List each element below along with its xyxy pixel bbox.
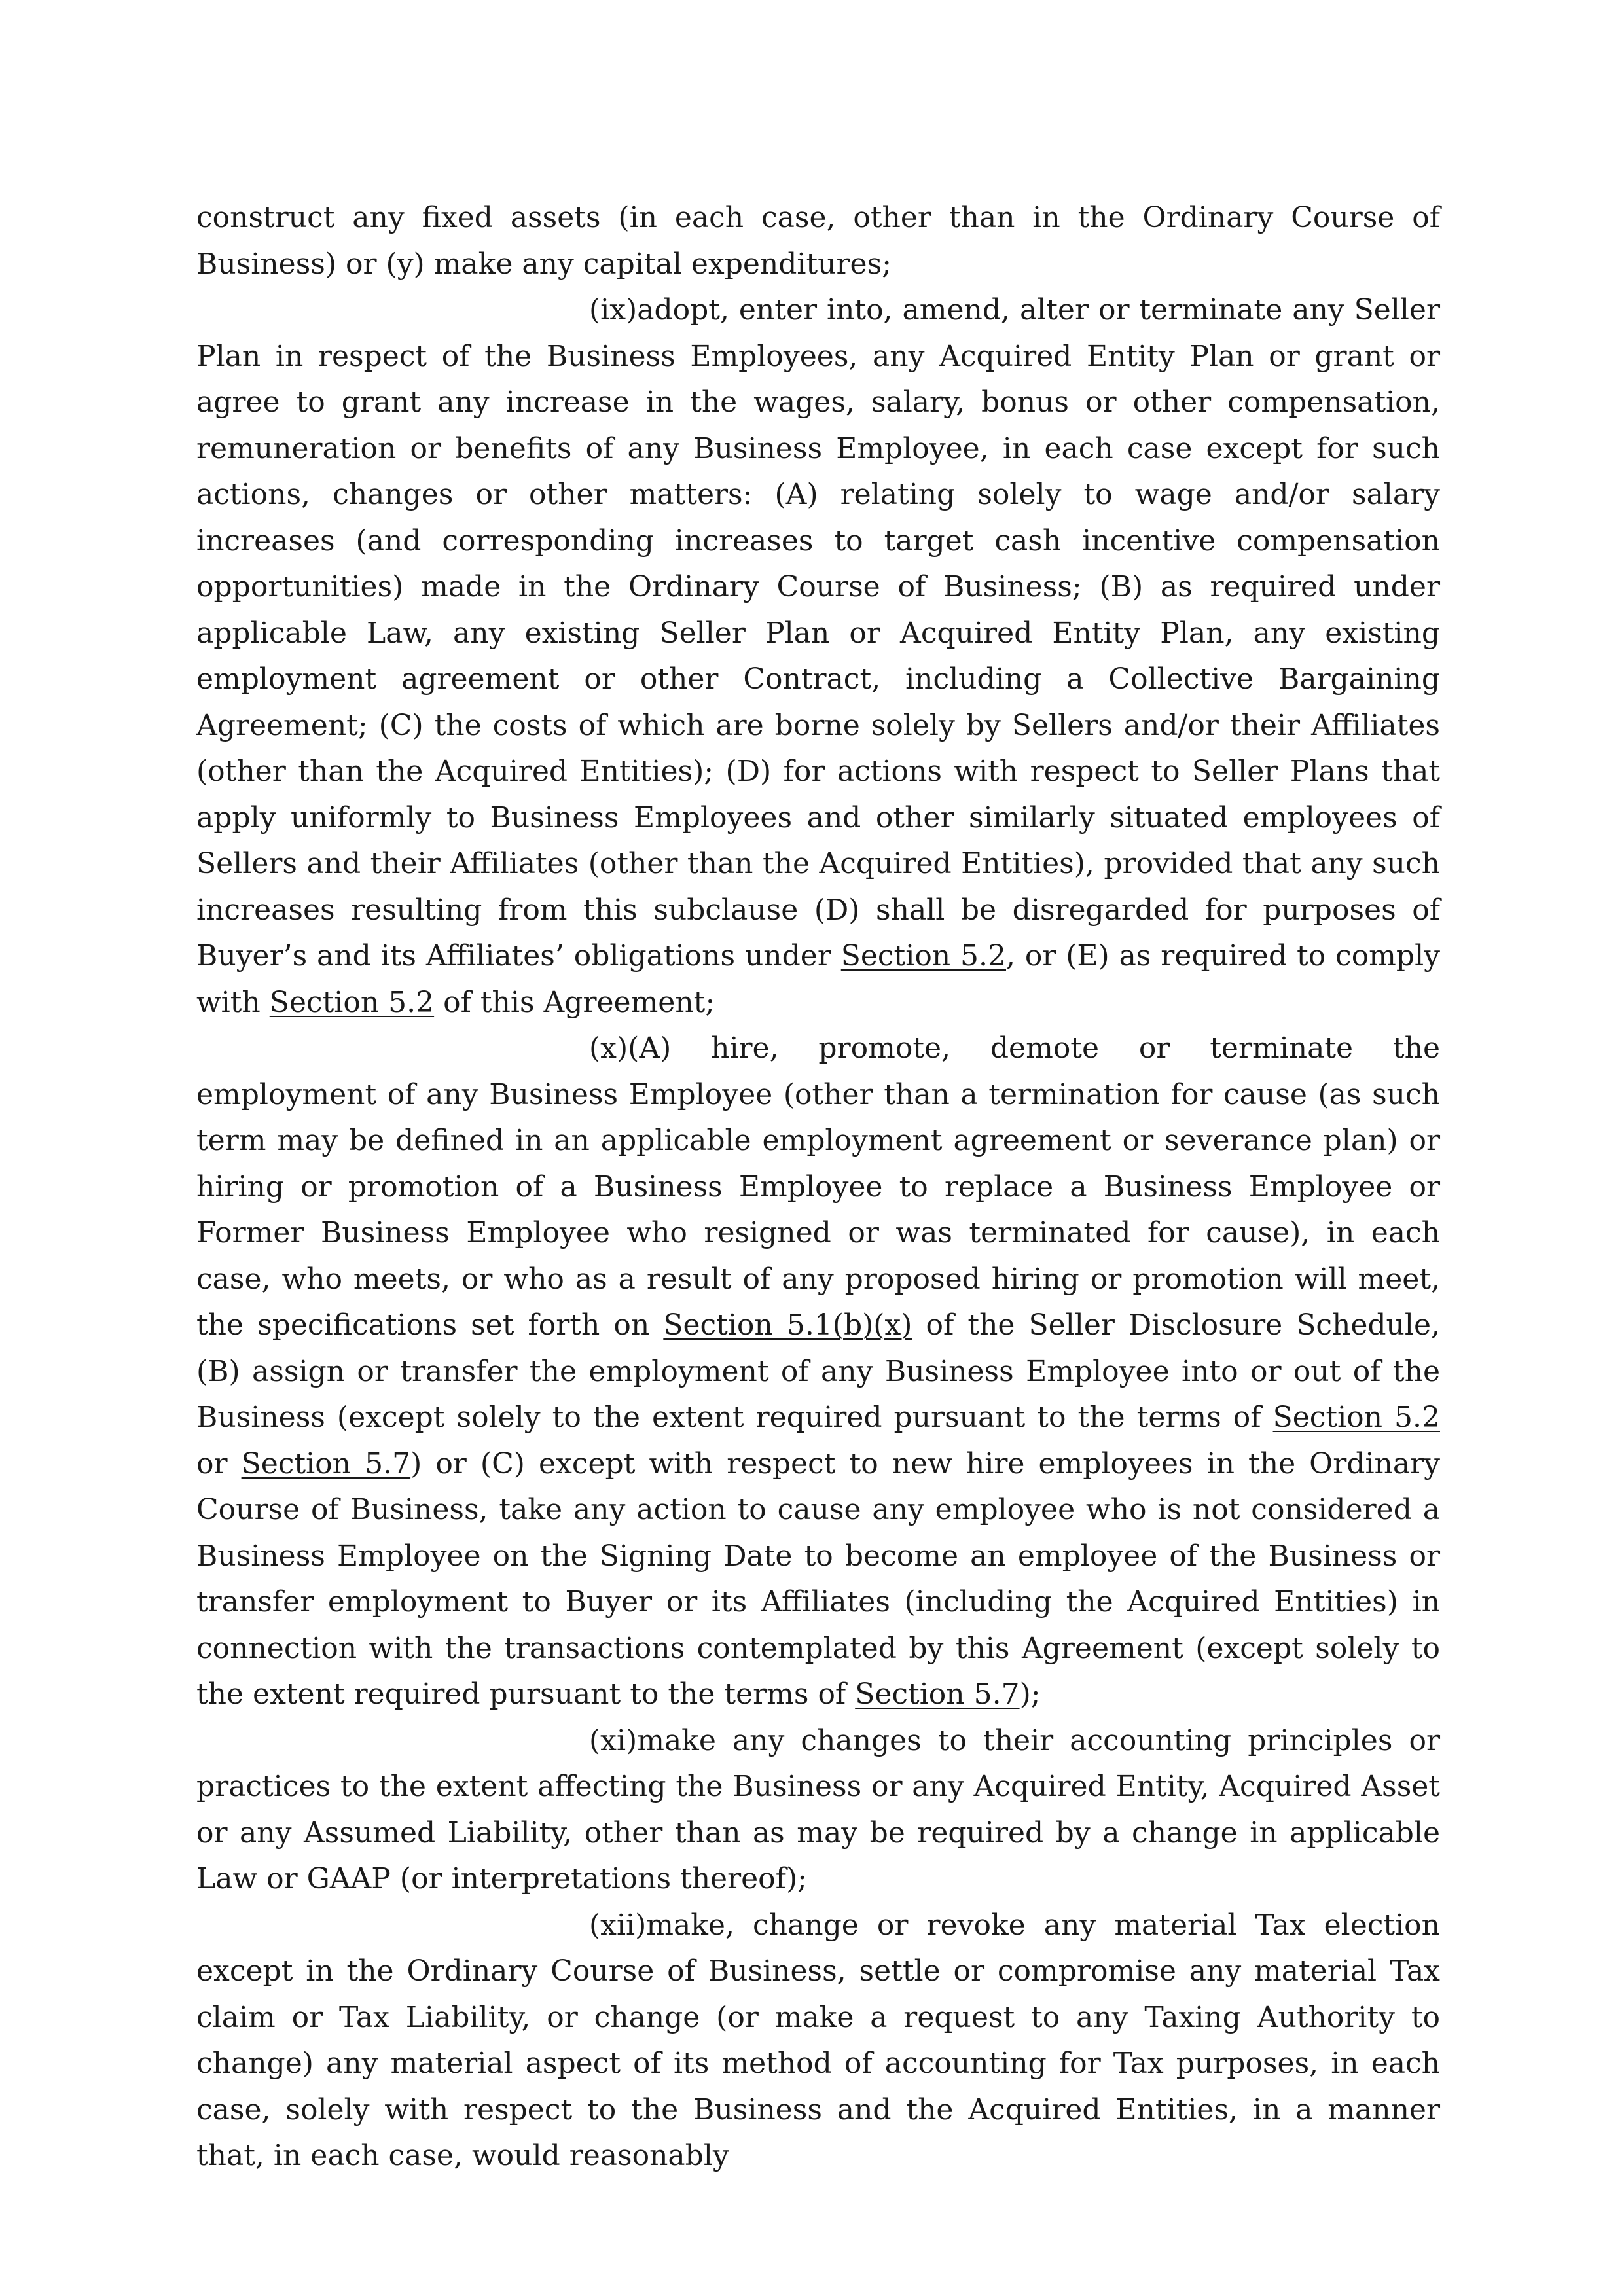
section-reference-link[interactable]: Section 5.7 [855, 1677, 1020, 1711]
paragraph-continuation [196, 195, 1440, 287]
clause-number: (xi) [589, 1723, 638, 1757]
clause-text: adopt, enter into, amend, alter or terminate any Seller Plan in respect of the Business Employees, any Acquired Entity Plan or grant or agree to grant any increase in the wages, salary, bonus or other compensation, remuneration or benefits of any Business Employee, in each case except for such actions, changes or other matters: (A) relating solely to wage and/or salary increases (and corresponding increases to target cash incentive compensation opportunities) made in the Ordinary Course of Business; (B) as required under applicable Law, any existing Seller Plan or Acquired Entity Plan, any existing employment agreement or other Contract, including a Collective Bargaining Agreement; (C) the costs of which are borne solely by Sellers and/or their Affiliates (other than the Acquired Entities); (D) for actions with respect to Seller Plans that apply uniformly to Business Employees and other similarly situated employees of Sellers and their Affiliates (other than the Acquired Entities), provided that any such increases resulting from this subclause (D) shall be disregarded for purposes of Buyer’s and its Affiliates’ obligations under [196, 293, 1440, 973]
clause-xi [196, 1718, 1440, 1903]
clause-number: (ix) [589, 293, 638, 327]
clause-text: , or (E) as required to comply with [196, 939, 1441, 1019]
paragraph-text: construct any fixed assets (in each case, other than in the Ordinary Course of Business) or (y) make any capital expenditures; [196, 201, 1440, 281]
clause-text: (A) hire, promote, demote or terminate the employment of any Business Employee (other than a termination for cause (as such term may be defined in an applicable employment agreement or severance plan) or hiring or promotion of a Business Employee to replace a Business Employee or Former Business Employee who resigned or was terminated for cause), in each case, who meets, or who as a result of any proposed hiring or promotion will meet, the specifications set forth on [196, 1031, 1440, 1342]
section-reference-link[interactable]: Section 5.7 [241, 1446, 411, 1480]
clause-number: (x) [589, 1031, 628, 1065]
clause-text: of this Agreement; [434, 985, 715, 1019]
clause-ix [196, 287, 1440, 1026]
clause-text: make any changes to their accounting principles or practices to the extent affecting the Business or any Acquired Entity, Acquired Asset or any Assumed Liability, other than as may be required by a change in applicable Law or GAAP (or interpretations thereof); [196, 1723, 1440, 1895]
clause-xii [196, 1903, 1440, 2179]
clause-number: (xii) [589, 1908, 647, 1942]
clause-text: make, change or revoke any material Tax election except in the Ordinary Course of Business, settle or compromise any material Tax claim or Tax Liability, or change (or make a request to any Taxing Authority to change) any material aspect of its method of accounting for Tax purposes, in each case, solely with respect to the Business and the Acquired Entities, in a manner that, in each case, would reasonably [196, 1908, 1440, 2172]
section-reference-link[interactable]: Section 5.2 [1272, 1401, 1440, 1434]
section-reference-link[interactable]: Section 5.2 [840, 939, 1006, 973]
section-reference-link[interactable]: Section 5.1(b)(x) [663, 1308, 912, 1342]
document-page [196, 195, 1440, 2179]
clause-text: or [196, 1446, 242, 1480]
clause-text: ) or (C) except with respect to new hire employees in the Ordinary Course of Business, take any action to cause any employee who is not considered a Business Employee on the Signing Date to become an employee of the Business or transfer employment to Buyer or its Affiliates (including the Acquired Entities) in connection with the transactions contemplated by this Agreement (except solely to the extent required pursuant to the terms of [196, 1446, 1440, 1711]
clause-x [196, 1026, 1440, 1718]
clause-text: of the Seller Disclosure Schedule, (B) assign or transfer the employment of any Business Employee into or out of the Business (except solely to the extent required pursuant to the terms of [196, 1308, 1440, 1434]
clause-text: ); [1019, 1677, 1041, 1711]
section-reference-link[interactable]: Section 5.2 [269, 985, 435, 1019]
